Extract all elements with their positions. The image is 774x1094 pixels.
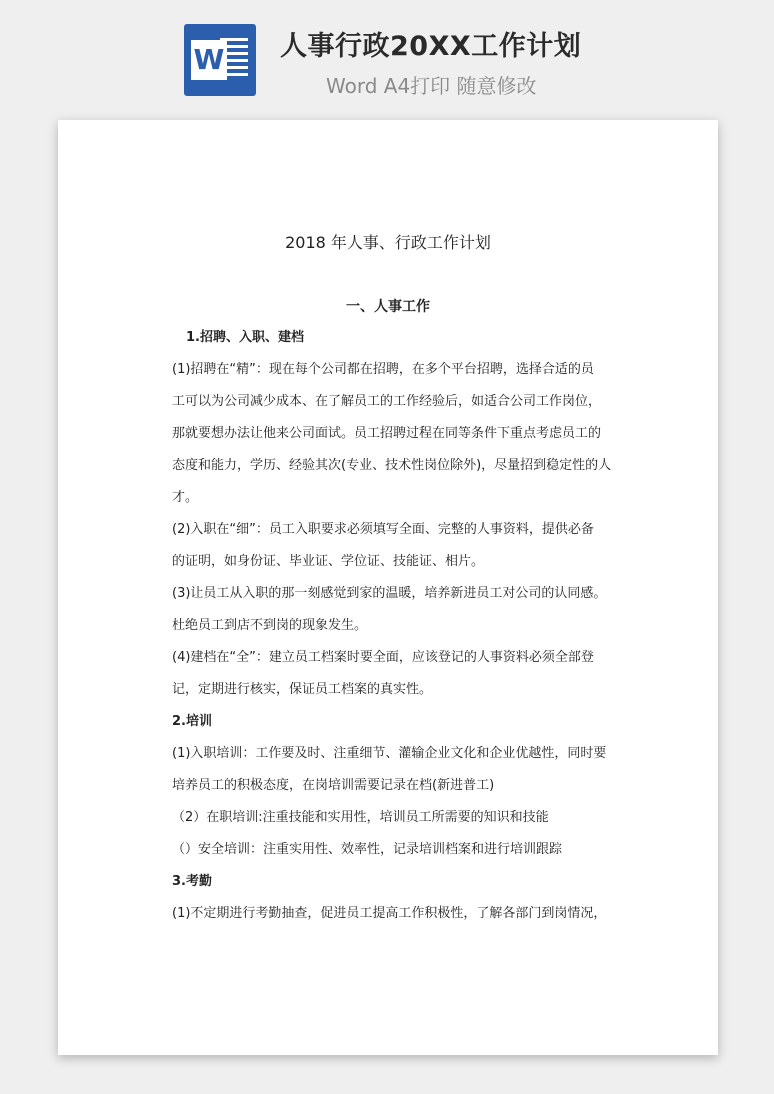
document-line: 杜绝员工到店不到岗的现象发生。 xyxy=(172,618,368,633)
document-line: (3)让员工从入职的那一刻感觉到家的温暖，培养新进员工对公司的认同感。 xyxy=(172,586,607,601)
document-line: 2.培训 xyxy=(172,714,212,729)
page-title: 人事行政20XX工作计划 xyxy=(280,31,582,62)
word-document-icon xyxy=(184,24,256,96)
document-line: (1)不定期进行考勤抽查，促进员工提高工作积极性，了解各部门到岗情况， xyxy=(172,906,607,921)
section-title: 一、人事工作 xyxy=(346,299,430,315)
document-line: (1)招聘在“精”：现在每个公司都在招聘，在多个平台招聘，选择合适的员 xyxy=(172,362,594,377)
document-title: 2018 年人事、行政工作计划 xyxy=(285,233,491,252)
document-line: 才。 xyxy=(172,490,199,505)
document-line: 培养员工的积极态度，在岗培训需要记录在档(新进普工) xyxy=(172,778,495,793)
document-line: (2)入职在“细”：员工入职要求必须填写全面、完整的人事资料，提供必备 xyxy=(172,522,594,537)
page-subtitle: Word A4打印 随意修改 xyxy=(326,74,537,98)
document-line: 1.招聘、入职、建档 xyxy=(186,330,304,345)
header xyxy=(0,0,774,118)
document-line: 的证明，如身份证、毕业证、学位证、技能证、相片。 xyxy=(172,554,485,569)
document-line: （2）在职培训:注重技能和实用性，培训员工所需要的知识和技能 xyxy=(172,810,549,825)
document-line: 3.考勤 xyxy=(172,874,212,889)
document-line: （）安全培训：注重实用性、效率性，记录培训档案和进行培训跟踪 xyxy=(172,842,563,857)
document-line: (1)入职培训：工作要及时、注重细节、灌输企业文化和企业优越性，同时要 xyxy=(172,746,607,761)
document-line: 态度和能力，学历、经验其次(专业、技术性岗位除外)，尽量招到稳定性的人 xyxy=(172,458,612,473)
document-line: (4)建档在“全”：建立员工档案时要全面，应该登记的人事资料必须全部登 xyxy=(172,650,594,665)
document-line: 工可以为公司减少成本、在了解员工的工作经验后，如适合公司工作岗位， xyxy=(172,394,602,409)
document-line: 那就要想办法让他来公司面试。员工招聘过程在同等条件下重点考虑员工的 xyxy=(172,426,602,441)
logo-letter: W xyxy=(191,40,227,80)
document-line: 记，定期进行核实，保证员工档案的真实性。 xyxy=(172,682,433,697)
document-body xyxy=(172,322,612,930)
document-page xyxy=(58,120,718,1055)
